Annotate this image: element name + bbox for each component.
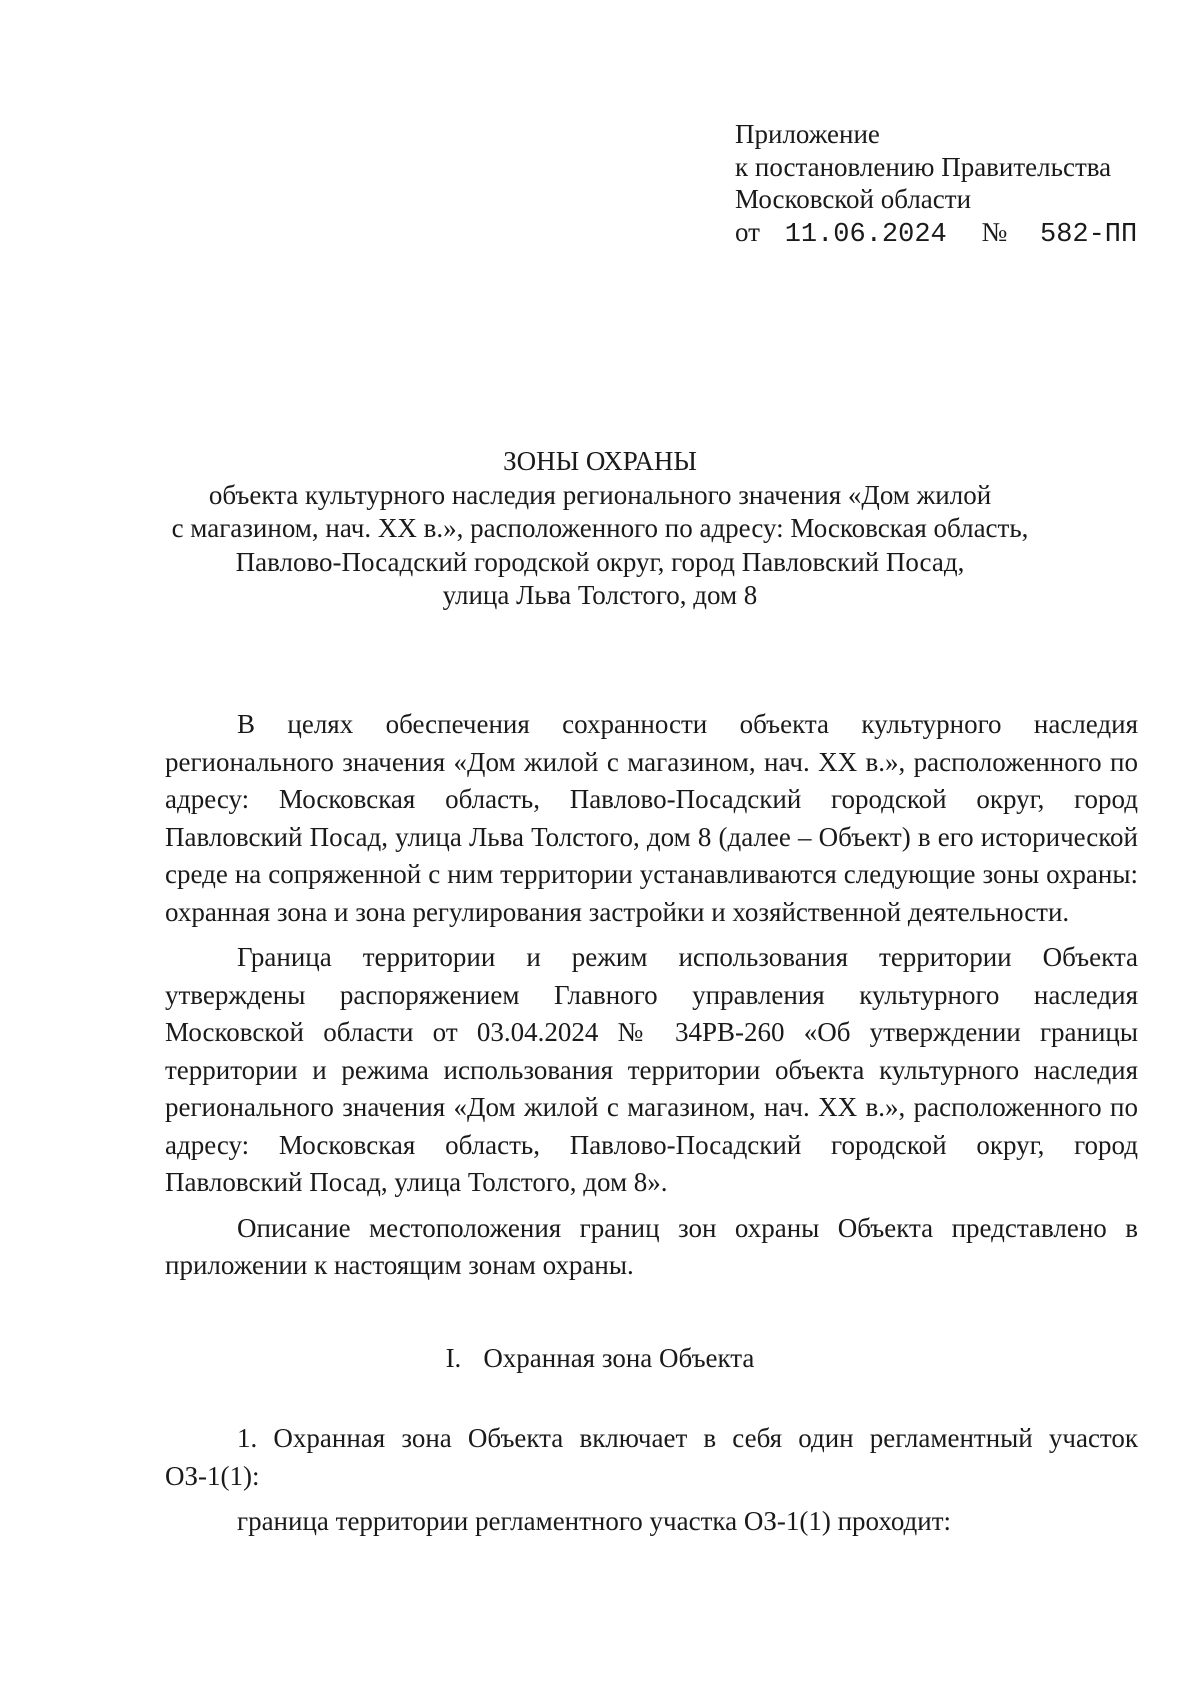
paragraph: В целях обеспечения сохранности объекта культурного наследия регионального значения «Дом жилой с магазином, нач. XX в.», расположенного по адресу: Московская область, Павлово-Посадский городской округ, город Павловский Посад, улица Льва Толстого, дом 8 (далее – Объект) в его исторической среде на сопряженной с ним территории устанавливаются следующие зоны охраны: охранная зона и зона регулирования застройки и хозяйственной деятельности. bbox=[165, 709, 1138, 927]
date-prefix: от bbox=[735, 216, 760, 247]
appendix-region: Московской области bbox=[735, 184, 972, 214]
appendix-header bbox=[735, 118, 1137, 251]
body-text bbox=[165, 706, 1138, 1293]
appendix-label: Приложение bbox=[735, 119, 880, 149]
paragraph: 1. Охранная зона Объекта включает в себя один регламентный участок ОЗ-1(1): bbox=[165, 1423, 1138, 1491]
title-line: улица Льва Толстого, дом 8 bbox=[442, 580, 758, 610]
paragraph: Описание местоположения границ зон охраны Объекта представлено в приложении к настоящим зонам охраны. bbox=[165, 1212, 1138, 1280]
section-heading bbox=[150, 1341, 1050, 1375]
number-sign: № bbox=[981, 216, 1008, 247]
resolution-number: 582-ПП bbox=[1040, 219, 1138, 250]
document-title bbox=[150, 445, 1050, 613]
title-line: с магазином, нач. XX в.», расположенного по адресу: Московская область, bbox=[171, 513, 1029, 543]
resolution-date: 11.06.2024 bbox=[784, 219, 947, 250]
title-heading: ЗОНЫ ОХРАНЫ bbox=[503, 446, 697, 476]
appendix-resolution: к постановлению Правительства bbox=[735, 151, 1112, 182]
title-line: Павлово-Посадский городской округ, город Павловский Посад, bbox=[235, 546, 965, 577]
paragraph: граница территории регламентного участка ОЗ-1(1) проходит: bbox=[237, 1506, 952, 1536]
section-title: Охранная зона Объекта bbox=[483, 1343, 755, 1373]
section-number: I. bbox=[445, 1343, 462, 1373]
paragraph: Граница территории и режим использования территории Объекта утверждены распоряжением Главного управления культурного наследия Московской области от 03.04.2024 № 34РВ-260 «Об утверждении границы территории и режима использования территории объекта культурного наследия регионального значения «Дом жилой с магазином, нач. XX в.», расположенного по адресу: Московская область, Павлово-Посадский городской округ, город Павловский Посад, улица Толстого, дом 8». bbox=[165, 942, 1138, 1197]
section-body bbox=[165, 1420, 1138, 1549]
title-line: объекта культурного наследия регионального значения «Дом жилой bbox=[208, 479, 992, 510]
appendix-date-row bbox=[735, 216, 1137, 252]
